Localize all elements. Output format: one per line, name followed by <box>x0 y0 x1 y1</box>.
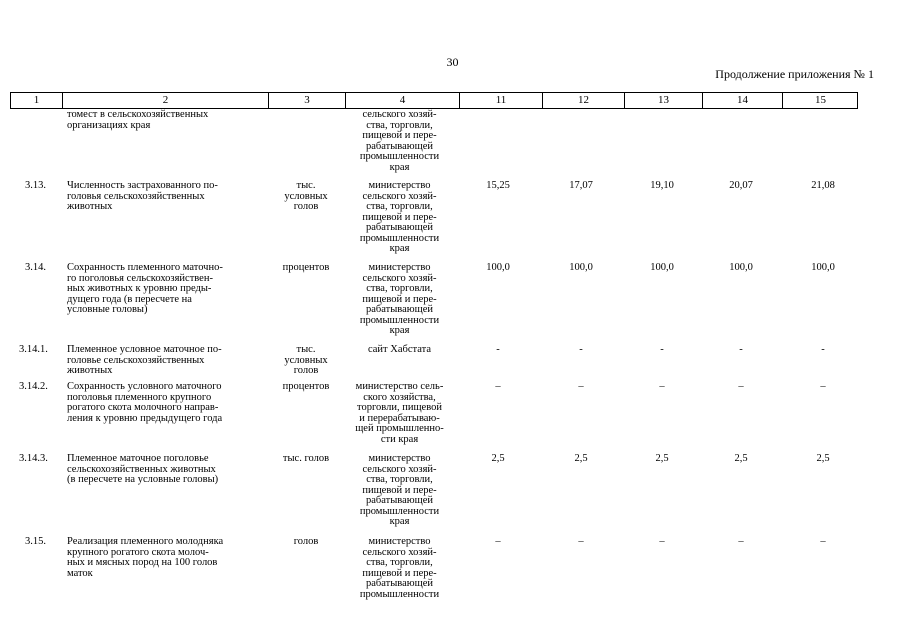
row-value-14: 100,0 <box>729 262 753 273</box>
row-unit: тыс. условных голов <box>284 180 328 212</box>
row-value-15: 100,0 <box>811 262 835 273</box>
row-number: 3.14.3. <box>19 453 48 464</box>
row-name: Численность застрахованного по- головья сельскохозяйственных животных <box>67 180 218 212</box>
header-col-11: 11 <box>459 93 542 108</box>
row-value-15: – <box>820 536 826 547</box>
row-value-11: 2,5 <box>491 453 505 464</box>
header-col-14: 14 <box>702 93 782 108</box>
row-unit: процентов <box>282 381 330 392</box>
row-value-13: 100,0 <box>650 262 674 273</box>
row-source: министерство сельского хозяй- ства, торговли, пищевой и пере- рабатывающей промышленности края <box>359 180 440 254</box>
row-name: Сохранность племенного маточно- го поголовья сельскохозяйствен- ных животных к уровню преды- дущего года (в пересчете на условные головы) <box>67 262 223 315</box>
header-col-12: 12 <box>542 93 624 108</box>
row-value-13: - <box>660 344 664 355</box>
row-value-14: - <box>739 344 743 355</box>
row-value-14: – <box>738 381 744 392</box>
header-col-13: 13 <box>624 93 702 108</box>
row-source: министерство сель- ского хозяйства, торговли, пищевой и перерабатываю- щей промышленно- сти края <box>355 381 444 445</box>
row-unit: голов <box>293 536 319 547</box>
row-unit: тыс. голов <box>282 453 330 464</box>
row-value-13: 2,5 <box>655 453 669 464</box>
row-number: 3.13. <box>25 180 46 191</box>
row-name: Племенное условное маточное по- головье сельскохозяйственных животных <box>67 344 222 376</box>
row-value-12: – <box>578 381 584 392</box>
header-col-4: 4 <box>345 93 459 108</box>
row-value-12: - <box>579 344 583 355</box>
row-value-12: 17,07 <box>569 180 593 191</box>
row-number: 3.15. <box>25 536 46 547</box>
row-value-11: 100,0 <box>486 262 510 273</box>
row-value-14: – <box>738 536 744 547</box>
row-name: Реализация племенного молодняка крупного рогатого скота молоч- ных и мясных пород на 100 голов маток <box>67 536 224 579</box>
row-value-11: - <box>496 344 500 355</box>
row-value-15: 21,08 <box>811 180 835 191</box>
row-source: министерство сельского хозяй- ства, торговли, пищевой и пере- рабатывающей промышленности <box>359 536 440 600</box>
row-value-15: - <box>821 344 825 355</box>
row-value-15: 2,5 <box>816 453 830 464</box>
header-col-3: 3 <box>268 93 345 108</box>
continuation-label: Продолжение приложения № 1 <box>715 67 874 81</box>
row-name: Сохранность условного маточного поголовья племенного крупного рогатого скота молочного направ- ления к уровню предыдущего года <box>67 381 223 424</box>
row-value-11: – <box>495 536 501 547</box>
row-value-12: – <box>578 536 584 547</box>
row-value-14: 20,07 <box>729 180 753 191</box>
row-value-11: 15,25 <box>486 180 510 191</box>
header-col-1: 1 <box>33 94 40 106</box>
row-unit: процентов <box>282 262 330 273</box>
row-source: министерство сельского хозяй- ства, торговли, пищевой и пере- рабатывающей промышленности края <box>359 453 440 527</box>
row-value-13: 19,10 <box>650 180 674 191</box>
row-value-15: – <box>820 381 826 392</box>
row-value-13: – <box>659 381 665 392</box>
page-number: 30 <box>446 55 459 69</box>
row-source: министерство сельского хозяй- ства, торговли, пищевой и пере- рабатывающей промышленности края <box>359 262 440 336</box>
row-value-14: 2,5 <box>734 453 748 464</box>
row-unit: тыс. условных голов <box>284 344 328 376</box>
row-source: сельского хозяй- ства, торговли, пищевой и пере- рабатывающей промышленности края <box>359 109 440 173</box>
row-value-11: – <box>495 381 501 392</box>
row-number: 3.14.2. <box>19 381 48 392</box>
row-value-12: 2,5 <box>574 453 588 464</box>
row-number: 3.14. <box>25 262 46 273</box>
row-value-13: – <box>659 536 665 547</box>
row-number: 3.14.1. <box>19 344 48 355</box>
row-source: сайт Хабстата <box>367 344 431 355</box>
row-name: томест в сельскохозяйственных организациях края <box>67 109 209 131</box>
header-col-15: 15 <box>782 93 858 108</box>
row-value-12: 100,0 <box>569 262 593 273</box>
table-header <box>10 92 858 109</box>
row-name: Племенное маточное поголовье сельскохозяйственных животных (в пересчете на условные головы) <box>67 453 219 485</box>
header-col-2: 2 <box>62 93 268 108</box>
